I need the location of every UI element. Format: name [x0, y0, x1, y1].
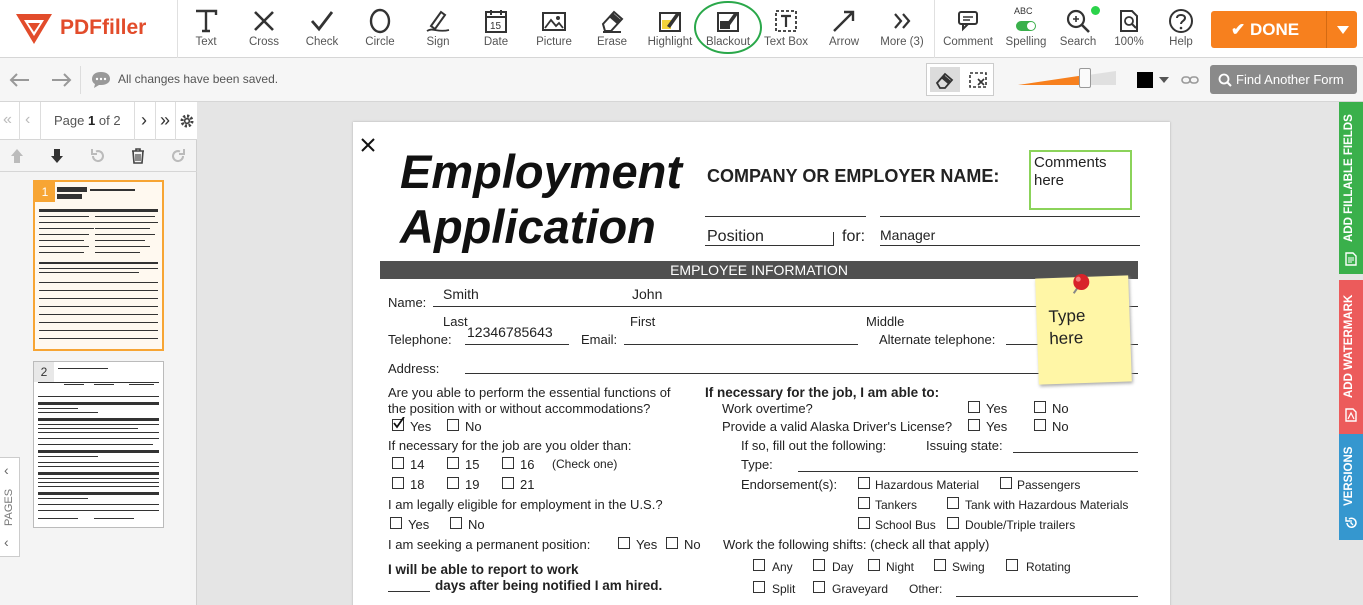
tab-label: VERSIONS	[1343, 446, 1355, 506]
shift-swing-checkbox[interactable]	[934, 559, 946, 571]
tool-search[interactable]	[1049, 0, 1107, 58]
chat-icon	[91, 71, 111, 89]
age-option: 15	[465, 457, 480, 472]
no-label: No	[1052, 419, 1069, 434]
fillable-fields-icon	[1344, 252, 1358, 266]
permanent-no-checkbox[interactable]	[666, 537, 678, 549]
comment-icon	[955, 8, 981, 34]
thumbnail-number: 1	[35, 182, 55, 202]
age-option: 21	[520, 477, 535, 492]
tool-cross[interactable]	[235, 0, 293, 58]
page-thumbnail-1[interactable]	[33, 180, 164, 351]
tool-label: More (3)	[880, 36, 924, 48]
shift-option: Graveyard	[832, 582, 889, 596]
age-14-checkbox[interactable]	[392, 457, 404, 469]
endorsements-label: Endorsement(s):	[741, 477, 838, 492]
company-label: COMPANY OR EMPLOYER NAME:	[707, 166, 1000, 186]
middle-label: Middle	[866, 314, 905, 329]
page-1-preview	[35, 182, 162, 349]
tool-zoom[interactable]	[1100, 0, 1158, 58]
shifts-label: Work the following shifts: (check all that apply)	[723, 537, 990, 552]
page-word: Page	[54, 113, 85, 128]
tool-comment[interactable]	[939, 0, 997, 58]
clear-selection-icon	[968, 71, 988, 89]
license-yes-checkbox[interactable]	[968, 419, 980, 431]
blackout-clear-button[interactable]	[964, 67, 992, 92]
no-label: No	[468, 517, 485, 532]
endorse-tankers-checkbox[interactable]	[858, 497, 870, 509]
tool-textbox[interactable]	[757, 0, 815, 58]
no-label: No	[1052, 401, 1069, 416]
overtime-yes-checkbox[interactable]	[968, 401, 980, 413]
age-option: 18	[410, 477, 425, 492]
age-option: 19	[465, 477, 480, 492]
shift-night-checkbox[interactable]	[868, 559, 880, 571]
prev-page-icon[interactable]: ‹	[25, 111, 31, 128]
erase-icon	[599, 8, 625, 34]
shift-option: Night	[886, 560, 915, 574]
age-15-checkbox[interactable]	[447, 457, 459, 469]
shift-split-checkbox[interactable]	[753, 581, 765, 593]
age-option: 16	[520, 457, 535, 472]
gear-icon[interactable]	[179, 113, 195, 129]
done-text: DONE	[1249, 20, 1300, 39]
page-indicator	[54, 113, 121, 128]
move-down-icon[interactable]	[50, 148, 64, 164]
find-another-form-button[interactable]	[1210, 65, 1357, 94]
date-icon	[483, 8, 509, 34]
tool-label: Arrow	[828, 36, 860, 48]
tool-label: Sign	[426, 36, 450, 48]
question-report-to-work-2: days after being notified I am hired.	[435, 578, 663, 593]
cross-annotation-icon[interactable]	[360, 137, 376, 153]
tool-picture[interactable]	[525, 0, 583, 58]
comment-textbox[interactable]: Comments here	[1029, 150, 1132, 210]
done-label	[1231, 20, 1299, 40]
chevron-left-icon: ‹	[4, 462, 9, 478]
save-status: All changes have been saved.	[118, 72, 279, 86]
text-cursor	[833, 232, 834, 246]
yes-label: Yes	[636, 537, 658, 552]
find-form-label: Find Another Form	[1236, 72, 1344, 87]
right-side-tabs	[1326, 102, 1363, 605]
for-field[interactable]: Manager	[880, 227, 936, 243]
sticky-note-text[interactable]: Type here	[1048, 305, 1086, 349]
question-overtime: Work overtime?	[722, 401, 813, 416]
question-eligible: I am legally eligible for employment in the U.S.?	[388, 497, 663, 512]
tool-text[interactable]	[177, 0, 235, 58]
tool-label: Check	[305, 36, 339, 48]
circle-icon	[367, 8, 393, 34]
check-icon	[309, 8, 335, 34]
if-so-label: If so, fill out the following:	[741, 438, 887, 453]
pages-toggle-tab[interactable]	[0, 457, 20, 557]
tool-highlight[interactable]	[641, 0, 699, 58]
refresh-icon[interactable]	[170, 148, 186, 164]
age-19-checkbox[interactable]	[447, 477, 459, 489]
blackout-icon	[715, 8, 741, 34]
watermark-icon	[1344, 408, 1358, 422]
highlight-icon	[657, 8, 683, 34]
endorsement-option: Tank with Hazardous Materials	[965, 498, 1129, 512]
versions-tab[interactable]	[1339, 434, 1363, 540]
form-title-line1: Employment	[400, 145, 683, 198]
check-icon	[393, 417, 405, 429]
rotate-icon[interactable]	[90, 148, 106, 164]
tool-label: Text Box	[763, 36, 809, 48]
endorse-double-triple-checkbox[interactable]	[947, 517, 959, 529]
age-21-checkbox[interactable]	[502, 477, 514, 489]
tool-label: Date	[483, 36, 509, 48]
tool-circle[interactable]	[351, 0, 409, 58]
question-license: Provide a valid Alaska Driver's License?	[722, 419, 953, 434]
position-field[interactable]: Position	[707, 228, 764, 245]
tool-label: Blackout	[705, 36, 751, 48]
eligible-no-checkbox[interactable]	[450, 517, 462, 529]
section-header: EMPLOYEE INFORMATION	[380, 261, 1138, 279]
logo-text: PDFfiller	[60, 16, 147, 39]
tab-label: ADD WATERMARK	[1343, 294, 1355, 398]
undo-icon[interactable]	[9, 72, 31, 88]
tool-label: Search	[1059, 36, 1097, 48]
chevron-left-icon: ‹	[4, 534, 9, 550]
current-page: 1	[88, 113, 96, 128]
address-label: Address:	[388, 361, 440, 376]
eligible-yes-checkbox[interactable]	[390, 517, 402, 529]
essential-yes-checkbox[interactable]	[392, 419, 404, 431]
shift-any-checkbox[interactable]	[753, 559, 765, 571]
add-fillable-fields-tab[interactable]	[1339, 102, 1363, 274]
link-icon[interactable]	[1181, 74, 1199, 86]
tool-spelling[interactable]	[997, 0, 1055, 58]
textbox-icon	[773, 8, 799, 34]
last-page-icon[interactable]: »	[160, 110, 171, 130]
main-toolbar	[0, 0, 1363, 58]
right-section-heading: If necessary for the job, I am able to:	[705, 385, 940, 400]
document-page	[353, 122, 1170, 605]
color-swatch	[1137, 72, 1153, 88]
first-name-field[interactable]: John	[632, 286, 663, 302]
endorse-hazmat-checkbox[interactable]	[858, 477, 870, 489]
thumbnail-number: 2	[34, 362, 54, 382]
picture-icon	[541, 8, 567, 34]
endorse-tank-hazmat-checkbox[interactable]	[947, 497, 959, 509]
add-watermark-tab[interactable]	[1339, 280, 1363, 434]
age-option: 14	[410, 457, 425, 472]
logo-icon	[14, 12, 54, 46]
pages-tab-label: PAGES	[3, 488, 15, 526]
age-16-checkbox[interactable]	[502, 457, 514, 469]
opacity-track	[1018, 70, 1116, 86]
tool-label: Picture	[536, 36, 572, 48]
telephone-field[interactable]: 12346785643	[467, 324, 553, 340]
email-label: Email:	[581, 332, 618, 347]
shift-graveyard-checkbox[interactable]	[813, 581, 825, 593]
secondary-toolbar	[0, 58, 1363, 102]
sticky-note[interactable]	[1035, 275, 1132, 384]
tool-arrow[interactable]	[815, 0, 873, 58]
tool-sign[interactable]	[409, 0, 467, 58]
tool-more[interactable]	[873, 0, 931, 58]
blackout-erase-button[interactable]	[930, 67, 960, 92]
telephone-label: Telephone:	[388, 332, 452, 347]
tool-label: Cross	[248, 36, 280, 48]
shift-option: Day	[832, 560, 854, 574]
tool-label: Text	[195, 36, 217, 48]
endorsement-option: School Bus	[875, 518, 936, 532]
tool-erase[interactable]	[583, 0, 641, 58]
tool-label: Comment	[943, 36, 993, 48]
tool-label: Circle	[365, 36, 395, 48]
svg-text:15: 15	[490, 21, 502, 32]
page-2-preview	[34, 362, 163, 527]
endorsement-option: Passengers	[1017, 478, 1081, 492]
pages-panel	[0, 102, 197, 605]
essential-no-checkbox[interactable]	[447, 419, 459, 431]
question-report-to-work: I will be able to report to work	[388, 562, 579, 577]
redo-icon[interactable]	[50, 72, 72, 88]
type-label: Type:	[741, 457, 773, 472]
more-icon	[889, 8, 915, 34]
first-page-icon[interactable]: «	[3, 111, 12, 128]
done-button[interactable]	[1211, 11, 1357, 48]
question-permanent: I am seeking a permanent position:	[388, 537, 591, 552]
last-label: Last	[443, 314, 468, 329]
endorse-passengers-checkbox[interactable]	[1000, 477, 1012, 489]
yes-label: Yes	[408, 517, 430, 532]
text-icon	[193, 8, 219, 34]
move-up-icon[interactable]	[10, 148, 24, 164]
search-icon	[1065, 8, 1091, 34]
tool-date[interactable]	[467, 0, 525, 58]
trash-icon[interactable]	[131, 148, 145, 164]
endorsement-option: Hazardous Material	[875, 478, 980, 492]
issuing-state-label: Issuing state:	[926, 438, 1003, 453]
opacity-slider[interactable]	[1018, 70, 1116, 86]
opacity-slider-thumb[interactable]	[1079, 68, 1091, 88]
alt-telephone-label: Alternate telephone:	[879, 332, 996, 347]
next-page-icon[interactable]: ›	[141, 110, 147, 130]
help-icon	[1168, 8, 1194, 34]
tool-blackout[interactable]	[699, 0, 757, 58]
yes-label: Yes	[986, 419, 1008, 434]
shift-day-checkbox[interactable]	[813, 559, 825, 571]
other-label: Other:	[909, 582, 943, 596]
shift-option: Any	[772, 560, 793, 574]
form-title-line2: Application	[400, 200, 656, 253]
check-icon: ✔	[1231, 20, 1250, 39]
shift-option: Swing	[952, 560, 985, 574]
search-icon	[1218, 73, 1232, 87]
no-label: No	[684, 537, 701, 552]
question-age: If necessary for the job are you older than:	[388, 438, 632, 453]
search-status-dot	[1091, 6, 1100, 15]
tab-label: ADD FILLABLE FIELDS	[1343, 114, 1355, 242]
done-dropdown[interactable]	[1326, 11, 1357, 48]
tool-label: Erase	[596, 36, 628, 48]
license-no-checkbox[interactable]	[1034, 419, 1046, 431]
for-label: for:	[842, 228, 866, 245]
arrow-icon	[831, 8, 857, 34]
tool-label: Highlight	[647, 36, 693, 48]
no-label: No	[465, 419, 482, 434]
page-total: of 2	[98, 113, 121, 128]
endorse-schoolbus-checkbox[interactable]	[858, 517, 870, 529]
tool-check[interactable]	[293, 0, 351, 58]
last-name-field[interactable]: Smith	[443, 286, 479, 302]
shift-rotating-checkbox[interactable]	[1006, 559, 1018, 571]
question-essential-functions-2: the position with or without accommodations?	[388, 401, 651, 416]
age-18-checkbox[interactable]	[392, 477, 404, 489]
check-one-note: (Check one)	[552, 457, 618, 471]
name-label: Name:	[388, 295, 427, 310]
tool-label: Spelling	[1005, 36, 1047, 48]
chevron-down-icon	[1159, 77, 1169, 83]
pushpin-icon	[1067, 271, 1094, 298]
page-navigation	[0, 102, 197, 140]
yes-label: Yes	[410, 419, 432, 434]
first-label: First	[630, 314, 656, 329]
page-thumbnail-2[interactable]	[33, 361, 164, 528]
cross-icon	[251, 8, 277, 34]
zoom-icon	[1116, 8, 1142, 34]
sign-icon	[425, 8, 451, 34]
blackout-mode-group	[926, 63, 994, 96]
tool-help[interactable]	[1152, 0, 1210, 58]
question-essential-functions: Are you able to perform the essential functions of	[388, 385, 671, 400]
spelling-badge: ABC	[1014, 6, 1033, 16]
endorsement-option: Double/Triple trailers	[965, 518, 1076, 532]
permanent-yes-checkbox[interactable]	[618, 537, 630, 549]
color-picker[interactable]	[1130, 63, 1175, 96]
eraser-icon	[935, 71, 955, 89]
yes-label: Yes	[986, 401, 1008, 416]
shift-option: Split	[772, 582, 796, 596]
overtime-no-checkbox[interactable]	[1034, 401, 1046, 413]
endorsement-option: Tankers	[875, 498, 918, 512]
tool-label: Help	[1169, 36, 1193, 48]
shift-option: Rotating	[1026, 560, 1071, 574]
history-icon	[1344, 516, 1358, 530]
document-viewport	[198, 102, 1326, 605]
chevron-down-icon	[1337, 26, 1349, 34]
page-tools	[0, 140, 197, 172]
pdffiller-logo[interactable]	[14, 12, 174, 46]
tool-label: 100%	[1114, 36, 1144, 48]
